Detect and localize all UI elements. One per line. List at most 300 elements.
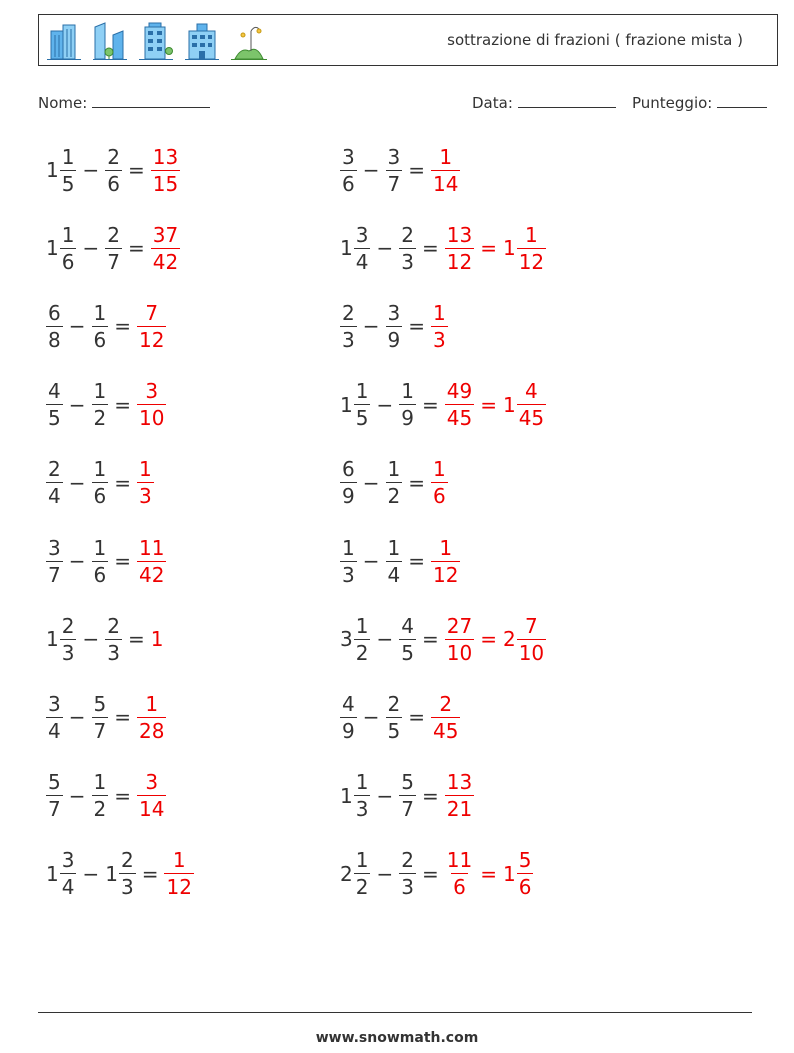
equals-sign: = — [421, 783, 439, 808]
minuend — [46, 535, 63, 587]
denominator: 28 — [139, 718, 165, 743]
denominator: 2 — [387, 484, 401, 509]
minus-sign: − — [376, 392, 394, 417]
whole-number: 1 — [502, 392, 516, 417]
denominator: 42 — [152, 249, 179, 274]
problem-item — [340, 218, 546, 278]
fraction — [340, 457, 357, 509]
denominator: 6 — [342, 171, 355, 196]
answer-fraction — [151, 222, 180, 274]
numerator: 13 — [152, 144, 179, 169]
fraction — [386, 457, 403, 509]
fraction — [92, 770, 109, 822]
minus-sign: − — [82, 236, 100, 261]
denominator: 12 — [446, 249, 473, 274]
whole-number: 2 — [340, 861, 353, 886]
numerator: 7 — [145, 300, 159, 325]
subtrahend — [386, 535, 403, 587]
fraction — [340, 535, 357, 587]
denominator: 4 — [48, 718, 61, 743]
numerator: 5 — [518, 848, 532, 873]
numerator: 6 — [48, 300, 61, 325]
denominator: 12 — [139, 327, 165, 352]
fraction — [46, 691, 63, 743]
denominator: 6 — [93, 327, 107, 352]
minus-sign: − — [68, 783, 86, 808]
minus-sign: − — [362, 470, 380, 495]
numerator: 3 — [387, 144, 401, 169]
answer-fraction — [445, 379, 474, 431]
numerator: 3 — [387, 300, 401, 325]
denominator: 3 — [139, 484, 152, 509]
answer — [164, 848, 193, 900]
fraction — [354, 613, 371, 665]
answer — [137, 379, 166, 431]
numerator: 2 — [107, 144, 120, 169]
equals-sign: = — [421, 392, 439, 417]
numerator: 1 — [93, 300, 107, 325]
answer-fraction — [137, 457, 154, 509]
numerator: 1 — [401, 379, 414, 404]
minus-sign: − — [68, 314, 86, 339]
numerator: 5 — [401, 770, 414, 795]
subtrahend — [399, 770, 416, 822]
subtrahend — [105, 144, 122, 196]
fraction — [354, 770, 371, 822]
numerator: 3 — [61, 848, 75, 873]
answer — [431, 691, 460, 743]
minuend — [46, 613, 76, 665]
whole-number: 1 — [46, 861, 59, 886]
denominator: 45 — [518, 406, 545, 431]
denominator: 14 — [433, 171, 459, 196]
denominator: 7 — [48, 797, 61, 822]
denominator: 4 — [355, 249, 369, 274]
denominator: 5 — [401, 640, 414, 665]
numerator: 27 — [446, 613, 473, 638]
denominator: 9 — [342, 718, 355, 743]
minuend — [46, 379, 63, 431]
minuend — [46, 770, 63, 822]
answer-equals-sign: = — [480, 392, 497, 417]
answer — [137, 535, 166, 587]
fraction — [46, 300, 63, 352]
numerator: 13 — [446, 770, 473, 795]
fraction — [386, 691, 403, 743]
fraction — [399, 613, 416, 665]
answer-fraction — [137, 770, 166, 822]
minus-sign: − — [362, 705, 380, 730]
fraction — [60, 222, 77, 274]
denominator: 7 — [107, 249, 120, 274]
denominator: 9 — [387, 327, 401, 352]
fraction — [517, 379, 546, 431]
fraction — [517, 848, 534, 900]
denominator: 3 — [355, 797, 369, 822]
denominator: 3 — [342, 327, 355, 352]
denominator: 12 — [433, 562, 459, 587]
denominator: 4 — [48, 484, 61, 509]
denominator: 3 — [342, 562, 355, 587]
denominator: 7 — [93, 718, 107, 743]
problem-item — [46, 140, 180, 200]
denominator: 3 — [61, 640, 75, 665]
numerator: 3 — [48, 535, 61, 560]
answer — [431, 300, 448, 352]
numerator: 1 — [387, 457, 401, 482]
fraction — [119, 848, 136, 900]
minuend — [46, 300, 63, 352]
minus-sign: − — [376, 861, 394, 886]
denominator: 5 — [61, 171, 75, 196]
fraction — [105, 222, 122, 274]
numerator: 3 — [145, 379, 159, 404]
denominator: 45 — [433, 718, 459, 743]
numerator: 2 — [61, 613, 75, 638]
subtrahend — [399, 613, 416, 665]
whole-number: 1 — [105, 861, 118, 886]
numerator: 1 — [61, 144, 75, 169]
problem-item — [340, 375, 546, 435]
denominator: 5 — [355, 406, 369, 431]
whole-number: 1 — [46, 627, 59, 652]
minuend — [340, 379, 370, 431]
denominator: 6 — [453, 875, 466, 900]
numerator: 5 — [93, 691, 107, 716]
whole-number: 3 — [340, 627, 353, 652]
problem-item — [46, 844, 194, 904]
footer-divider — [38, 1012, 752, 1013]
answer — [137, 457, 154, 509]
problem-item — [340, 140, 460, 200]
answer-whole: 1 — [150, 627, 164, 652]
denominator: 3 — [433, 327, 446, 352]
numerator: 1 — [172, 848, 186, 873]
park-lamp-icon — [229, 21, 269, 61]
fraction — [399, 379, 416, 431]
problem-item — [46, 531, 166, 591]
denominator: 10 — [446, 640, 473, 665]
numerator: 37 — [152, 222, 179, 247]
denominator: 4 — [61, 875, 75, 900]
minus-sign: − — [376, 783, 394, 808]
numerator: 11 — [446, 848, 473, 873]
denominator: 2 — [355, 875, 369, 900]
numerator: 1 — [355, 379, 369, 404]
minus-sign: − — [362, 314, 380, 339]
denominator: 8 — [48, 327, 61, 352]
answer — [151, 144, 180, 196]
problem-item — [46, 453, 154, 513]
denominator: 5 — [387, 718, 401, 743]
equals-sign: = — [114, 549, 131, 573]
answer-mixed-number — [502, 613, 546, 665]
numerator: 4 — [401, 613, 414, 638]
fraction — [92, 691, 109, 743]
answer-fraction — [431, 300, 448, 352]
denominator: 7 — [387, 171, 401, 196]
fraction — [46, 379, 63, 431]
minuend — [340, 535, 357, 587]
worksheet-header — [38, 14, 778, 66]
answer-fraction — [445, 613, 474, 665]
fraction — [354, 222, 371, 274]
fraction — [517, 613, 546, 665]
fraction — [60, 613, 77, 665]
numerator: 3 — [48, 691, 61, 716]
denominator: 9 — [342, 484, 355, 509]
minuend — [46, 457, 63, 509]
numerator: 3 — [145, 770, 159, 795]
answer-fraction — [431, 691, 460, 743]
denominator: 7 — [48, 562, 61, 587]
name-label: Nome: — [38, 94, 88, 112]
answer-fraction — [137, 691, 166, 743]
fraction — [340, 144, 357, 196]
name-field — [38, 92, 210, 112]
fraction — [340, 300, 357, 352]
numerator: 4 — [342, 691, 355, 716]
denominator: 3 — [107, 640, 120, 665]
whole-number: 1 — [340, 783, 353, 808]
denominator: 6 — [93, 484, 107, 509]
problem-item — [340, 531, 460, 591]
fraction — [399, 770, 416, 822]
minus-sign: − — [68, 470, 86, 495]
answer-fraction — [137, 535, 166, 587]
subtrahend — [399, 848, 416, 900]
answer-fraction — [431, 144, 460, 196]
fraction — [60, 144, 77, 196]
office-towers-icon — [91, 21, 129, 61]
problem-item — [46, 687, 166, 747]
minuend — [340, 691, 357, 743]
problem-item — [46, 375, 166, 435]
numerator: 1 — [433, 457, 446, 482]
numerator: 3 — [355, 222, 369, 247]
denominator: 6 — [107, 171, 120, 196]
numerator: 49 — [446, 379, 473, 404]
denominator: 9 — [401, 406, 414, 431]
numerator: 1 — [342, 535, 355, 560]
numerator: 2 — [107, 222, 120, 247]
denominator: 6 — [61, 249, 75, 274]
minus-sign: − — [68, 549, 86, 573]
numerator: 1 — [387, 535, 401, 560]
footer-url: www.snowmath.com — [315, 1030, 479, 1046]
numerator: 1 — [355, 770, 369, 795]
minus-sign: − — [82, 627, 100, 652]
minus-sign: − — [376, 627, 394, 652]
answer-fraction — [151, 144, 180, 196]
minus-sign: − — [68, 705, 86, 730]
fraction — [386, 300, 403, 352]
equals-sign: = — [114, 705, 131, 730]
numerator: 2 — [439, 691, 453, 716]
numerator: 1 — [355, 848, 369, 873]
subtrahend — [386, 300, 403, 352]
subtrahend — [105, 222, 122, 274]
minuend — [340, 848, 370, 900]
numerator: 13 — [446, 222, 473, 247]
denominator: 2 — [93, 406, 107, 431]
problem-item — [340, 609, 546, 669]
answer — [137, 691, 166, 743]
subtrahend — [92, 300, 109, 352]
numerator: 1 — [145, 691, 159, 716]
whole-number: 1 — [502, 236, 516, 261]
answer-mixed-number — [502, 848, 533, 900]
denominator: 7 — [401, 797, 414, 822]
denominator: 6 — [433, 484, 446, 509]
denominator: 21 — [446, 797, 473, 822]
whole-number: 1 — [46, 158, 59, 182]
date-label: Data: — [472, 94, 513, 112]
equals-sign: = — [127, 627, 145, 652]
answer-fraction — [445, 770, 474, 822]
denominator: 3 — [401, 875, 414, 900]
numerator: 4 — [525, 379, 538, 404]
minuend — [340, 300, 357, 352]
skyscraper-icon — [45, 21, 83, 61]
subtrahend — [92, 770, 109, 822]
fraction — [386, 535, 403, 587]
subtrahend — [92, 535, 109, 587]
answer — [431, 457, 448, 509]
numerator: 1 — [525, 222, 538, 247]
fraction — [46, 535, 63, 587]
minus-sign: − — [68, 392, 86, 417]
answer-fraction — [137, 379, 166, 431]
minus-sign: − — [362, 549, 380, 573]
answer — [445, 379, 546, 431]
subtrahend — [105, 848, 135, 900]
minus-sign: − — [82, 861, 100, 886]
equals-sign: = — [421, 236, 439, 261]
numerator: 2 — [401, 222, 414, 247]
name-blank[interactable] — [92, 92, 210, 108]
numerator: 1 — [139, 457, 152, 482]
subtrahend — [399, 222, 416, 274]
denominator: 4 — [387, 562, 401, 587]
equals-sign: = — [114, 392, 131, 417]
denominator: 12 — [166, 875, 192, 900]
denominator: 3 — [401, 249, 414, 274]
answer — [445, 222, 546, 274]
problem-item — [46, 218, 180, 278]
minus-sign: − — [82, 158, 100, 182]
answer — [151, 222, 180, 274]
equals-sign: = — [408, 705, 425, 730]
equals-sign: = — [421, 627, 439, 652]
denominator: 6 — [93, 562, 107, 587]
minuend — [340, 770, 370, 822]
numerator: 1 — [93, 457, 107, 482]
answer — [431, 535, 460, 587]
score-blank[interactable] — [717, 92, 767, 108]
problem-item — [340, 296, 448, 356]
denominator: 2 — [355, 640, 369, 665]
denominator: 42 — [139, 562, 165, 587]
date-blank[interactable] — [518, 92, 616, 108]
minuend — [46, 848, 76, 900]
subtrahend — [92, 691, 109, 743]
equals-sign: = — [114, 783, 131, 808]
equals-sign: = — [408, 470, 425, 495]
whole-number: 1 — [340, 392, 353, 417]
answer — [137, 300, 166, 352]
fraction — [517, 222, 546, 274]
problem-item — [340, 687, 460, 747]
answer — [431, 144, 460, 196]
denominator: 15 — [152, 171, 179, 196]
answer-mixed-number — [502, 379, 546, 431]
minuend — [340, 457, 357, 509]
fraction — [46, 770, 63, 822]
fraction — [340, 691, 357, 743]
minuend — [46, 691, 63, 743]
fraction — [105, 144, 122, 196]
answer-fraction — [445, 222, 474, 274]
numerator: 3 — [342, 144, 355, 169]
denominator: 5 — [48, 406, 61, 431]
problem-item — [340, 453, 448, 513]
numerator: 4 — [48, 379, 61, 404]
minuend — [46, 222, 76, 274]
equals-sign: = — [114, 314, 131, 339]
hotel-building-icon — [183, 21, 221, 61]
score-label: Punteggio: — [632, 94, 713, 112]
equals-sign: = — [408, 549, 425, 573]
numerator: 2 — [48, 457, 61, 482]
numerator: 2 — [401, 848, 414, 873]
subtrahend — [399, 379, 416, 431]
subtrahend — [386, 144, 403, 196]
equals-sign: = — [408, 314, 425, 339]
numerator: 5 — [48, 770, 61, 795]
answer-fraction — [164, 848, 193, 900]
numerator: 6 — [342, 457, 355, 482]
answer — [445, 848, 534, 900]
minus-sign: − — [362, 158, 380, 182]
numerator: 1 — [93, 770, 107, 795]
subtrahend — [386, 457, 403, 509]
numerator: 1 — [355, 613, 369, 638]
numerator: 2 — [120, 848, 134, 873]
whole-number: 1 — [46, 236, 59, 261]
problem-item — [340, 844, 533, 904]
denominator: 6 — [518, 875, 532, 900]
fraction — [92, 300, 109, 352]
fraction — [92, 535, 109, 587]
denominator: 2 — [93, 797, 107, 822]
numerator: 2 — [107, 613, 120, 638]
equals-sign: = — [421, 861, 439, 886]
numerator: 1 — [93, 535, 107, 560]
subtrahend — [92, 457, 109, 509]
fraction — [399, 848, 416, 900]
fraction — [60, 848, 77, 900]
numerator: 2 — [342, 300, 355, 325]
header-icons — [45, 21, 269, 61]
numerator: 1 — [93, 379, 107, 404]
problem-item — [46, 609, 163, 669]
problem-item — [46, 766, 166, 826]
score-field — [632, 92, 767, 112]
subtrahend — [105, 613, 122, 665]
answer-fraction — [445, 848, 474, 900]
answer-fraction — [137, 300, 166, 352]
